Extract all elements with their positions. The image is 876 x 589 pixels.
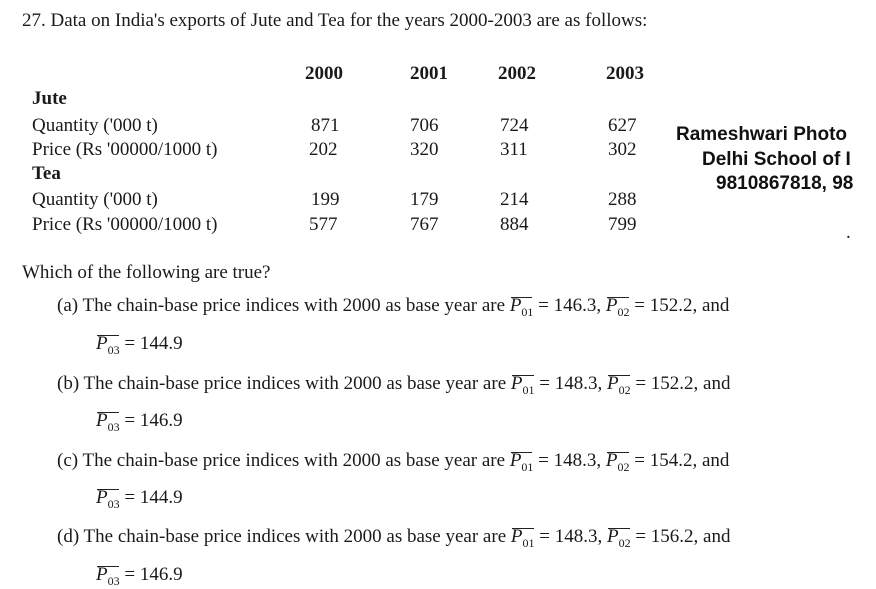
option-c-p01: 148.3 [553, 450, 597, 471]
option-a-label: (a) The chain-base price indices with 2000 as base year are [57, 295, 506, 316]
p03-symbol: $P_{03}$ [96, 487, 120, 511]
option-a-p01: 146.3 [553, 295, 597, 316]
p03-symbol: $P_{03}$ [96, 333, 120, 357]
option-d[interactable]: (d) The chain-base price indices with 2000 as base year are $P_{01} = 148.3$, $P_{02} = 156.2$, and [57, 526, 731, 550]
cell-tea-quantity-2003: 288 [608, 189, 637, 210]
stray-dot: . [846, 222, 851, 243]
cell-jute-price-2001: 320 [410, 139, 439, 160]
option-c-p02: 154.2 [649, 450, 693, 471]
question-title: 27. Data on India's exports of Jute and Tea for the years 2000-2003 are as follows: [22, 10, 648, 31]
p02-symbol: $P_{02}$ [606, 373, 631, 397]
option-a-p02: 152.2 [649, 295, 693, 316]
row-label-jute-quantity: Quantity ('000 t) [32, 115, 158, 136]
option-b[interactable]: (b) The chain-base price indices with 2000 as base year are $P_{01} = 148.3$, $P_{02} = 152.2$, and [57, 373, 731, 397]
cell-jute-quantity-2001: 706 [410, 115, 439, 136]
p01-symbol: $P_{01}$ [509, 450, 534, 474]
cell-jute-price-2003: 302 [608, 139, 637, 160]
year-header-2000: 2000 [305, 63, 343, 84]
option-c-label: (c) The chain-base price indices with 2000 as base year are [57, 450, 506, 471]
option-b-p02: 152.2 [650, 373, 694, 394]
option-a-line2: $P_{03} = 144.9$ [96, 333, 183, 357]
stamp-line-2: Delhi School of I [702, 149, 851, 170]
section-jute-heading: Jute [32, 88, 67, 109]
question-prompt: Which of the following are true? [22, 262, 271, 283]
cell-jute-price-2002: 311 [500, 139, 528, 160]
p03-symbol: $P_{03}$ [96, 564, 120, 588]
option-c-p03: 144.9 [139, 487, 183, 508]
cell-tea-price-2001: 767 [410, 214, 439, 235]
cell-jute-quantity-2000: 871 [311, 115, 340, 136]
section-tea-heading: Tea [32, 163, 61, 184]
p01-symbol: $P_{01}$ [510, 373, 535, 397]
row-label-tea-price: Price (Rs '00000/1000 t) [32, 214, 218, 235]
row-label-jute-price: Price (Rs '00000/1000 t) [32, 139, 218, 160]
option-b-p01: 148.3 [554, 373, 598, 394]
cell-tea-quantity-2001: 179 [410, 189, 439, 210]
cell-jute-price-2000: 202 [309, 139, 338, 160]
stamp-line-1: Rameshwari Photo [676, 124, 848, 145]
row-label-tea-quantity: Quantity ('000 t) [32, 189, 158, 210]
p01-symbol: $P_{01}$ [509, 295, 534, 319]
stamp-line-3: 9810867818, 98 [716, 173, 854, 194]
p02-symbol: $P_{02}$ [605, 450, 630, 474]
option-b-label: (b) The chain-base price indices with 2000 as base year are [57, 373, 507, 394]
option-a[interactable]: (a) The chain-base price indices with 2000 as base year are $P_{01} = 146.3$, $P_{02} = 152.2$, and [57, 295, 730, 319]
option-a-p03: 144.9 [139, 333, 183, 354]
cell-tea-quantity-2002: 214 [500, 189, 529, 210]
option-b-line2: $P_{03} = 146.9$ [96, 410, 183, 434]
cell-tea-quantity-2000: 199 [311, 189, 340, 210]
cell-tea-price-2002: 884 [500, 214, 529, 235]
option-d-p03: 146.9 [139, 564, 183, 585]
option-d-line2: $P_{03} = 146.9$ [96, 564, 183, 588]
option-c-line2: $P_{03} = 144.9$ [96, 487, 183, 511]
p02-symbol: $P_{02}$ [606, 526, 631, 550]
year-header-2003: 2003 [606, 63, 644, 84]
option-c[interactable]: (c) The chain-base price indices with 2000 as base year are $P_{01} = 148.3$, $P_{02} = 154.2$, and [57, 450, 730, 474]
option-d-label: (d) The chain-base price indices with 2000 as base year are [57, 526, 507, 547]
cell-jute-quantity-2003: 627 [608, 115, 637, 136]
cell-tea-price-2003: 799 [608, 214, 637, 235]
p02-symbol: $P_{02}$ [605, 295, 630, 319]
year-header-2002: 2002 [498, 63, 536, 84]
cell-jute-quantity-2002: 724 [500, 115, 529, 136]
option-d-p02: 156.2 [650, 526, 694, 547]
year-header-2001: 2001 [410, 63, 448, 84]
option-d-p01: 148.3 [554, 526, 598, 547]
p03-symbol: $P_{03}$ [96, 410, 120, 434]
p01-symbol: $P_{01}$ [510, 526, 535, 550]
cell-tea-price-2000: 577 [309, 214, 338, 235]
option-b-p03: 146.9 [139, 410, 183, 431]
